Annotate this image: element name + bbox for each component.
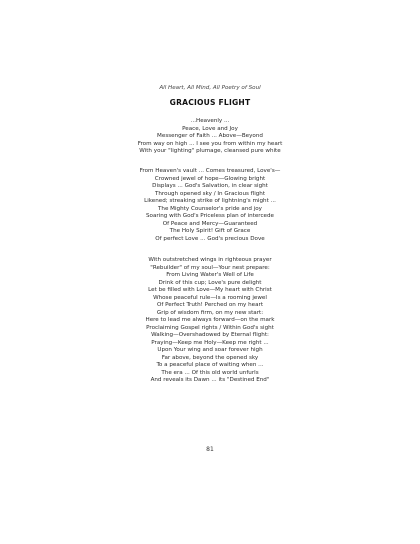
poem-line: Likened; streaking strike of lightning's might ...: [144, 198, 276, 204]
poem-line: From Heaven's vault ... Comes treasured, Love's—: [139, 168, 281, 174]
poem-line: Drink of this cup; Love's pure delight: [158, 279, 262, 286]
poem-line: ...Heavenly ...: [190, 118, 230, 124]
running-header: All Heart, All Mind, All Poetry of Soul: [159, 85, 261, 91]
poem-line: From Living Water's Well of Life: [166, 272, 254, 278]
poem-line: Walking—Overshadowed by Eternal flight:: [151, 332, 269, 338]
page-number: 81: [206, 446, 214, 453]
poem-line: The Holy Spirit! Gift of Grace: [169, 228, 251, 234]
poem-line: Here to lead me always forward—on the mark: [145, 317, 275, 323]
poem-line: With outstretched wings in righteous prayer: [148, 257, 272, 263]
poem-line: Displays ... God's Salvation, in clear sight: [152, 183, 268, 189]
poem-line: Of perfect Love ... God's precious Dove: [155, 235, 265, 242]
poem-line: From way on high ... I see you from within my heart: [137, 140, 283, 147]
poem-line: "Rebuilder" of my soul—Your nest prepare:: [150, 264, 270, 271]
poem-line: Praying—Keep me Holy—Keep me right ...: [151, 339, 269, 346]
poem-line: Grip of wisdom firm, on my new start:: [156, 309, 264, 316]
poem-line: Let be filled with Love—My heart with Christ: [148, 287, 272, 293]
poem-line: The Mighty Counselor's pride and joy: [158, 205, 262, 212]
poem-line: Peace, Love and Joy: [182, 125, 238, 132]
stanza-3: [0, 257, 420, 385]
stanza-2: [0, 168, 420, 243]
poem-line: With your "lighting" plumage, cleansed pure white: [139, 148, 281, 154]
poem-line: Whose peaceful rule—Is a rooming jewel: [153, 294, 267, 301]
poem-line: Proclaiming Gospel rights / Within God's sight: [146, 324, 274, 331]
stanza-1: [0, 118, 420, 156]
poem-line: Of Perfect Truth! Perched on my heart: [156, 302, 264, 308]
poem-line: The era ... Of this old world unfurls: [161, 369, 259, 376]
poem-line: Messenger of Faith ... Above—Beyond: [157, 133, 263, 139]
poem-line: Far above, beyond the opened sky: [161, 354, 259, 361]
poem-line: Of Peace and Mercy—Guaranteed: [162, 220, 258, 227]
poem-line: To a peaceful place of waiting when ...: [156, 362, 264, 368]
poem-line: Through opened sky / In Gracious flight: [154, 190, 266, 197]
poem-line: Soaring with God's Priceless plan of intercede: [145, 213, 274, 219]
poem-line: Upon Your wing and soar forever high: [157, 347, 263, 353]
poem-line: And reveals its Dawn ... its "Destined End": [150, 377, 270, 383]
poem-title: GRACIOUS FLIGHT: [169, 98, 251, 107]
poem-line: Crowned jewel of hope—Glowing bright: [154, 175, 266, 182]
